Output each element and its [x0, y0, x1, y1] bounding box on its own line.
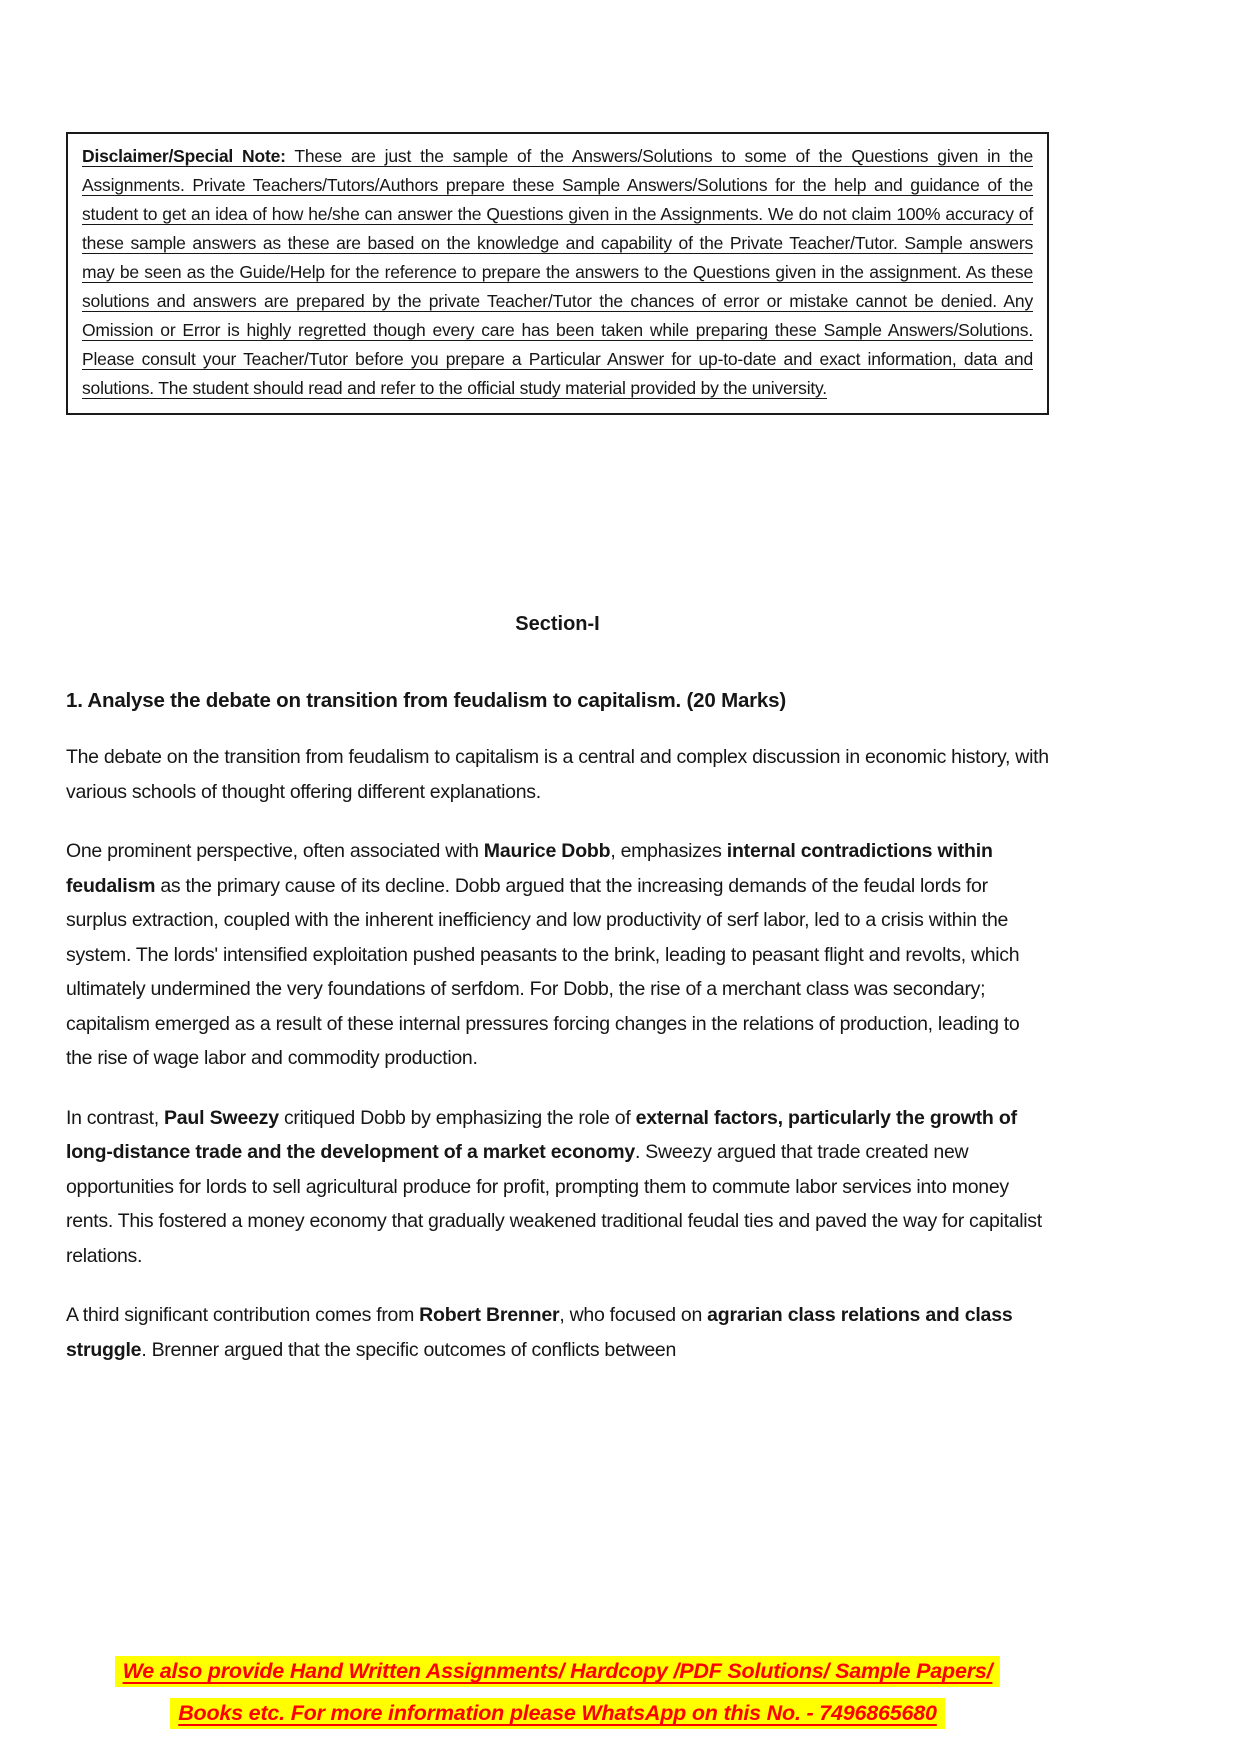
text-run: In contrast,: [66, 1106, 164, 1129]
footer-note: [66, 1650, 1049, 1734]
section-heading: Section-I: [515, 613, 600, 635]
bold-term-agrarian-class: agrarian class relations and class struggle: [66, 1304, 1013, 1361]
disclaimer-box: [66, 132, 1049, 415]
text-run: , emphasizes: [610, 840, 727, 862]
text-run: The debate on the transition from feudalism to capitalism is a central and complex discussion in economic history, with various schools of thought offering different explanations.: [66, 746, 1049, 803]
text-run: One prominent perspective, often associated with: [66, 840, 484, 862]
bold-term-paul-sweezy: Paul Sweezy: [163, 1106, 279, 1129]
footer-highlight-text: We also provide Hand Written Assignments/ Hardcopy /PDF Solutions/ Sample Papers/: [115, 1656, 1001, 1687]
answer-paragraph-brenner: [66, 1298, 1049, 1367]
question-heading: 1. Analyse the debate on transition from feudalism to capitalism. (20 Marks): [66, 689, 786, 712]
disclaimer-label: Disclaimer/Special Note:: [82, 146, 286, 166]
text-run: . Sweezy argued that trade created new opportunities for lords to sell agricultural produce for profit, prompting them to commute labor services into money rents. This fostered a money economy that gradually weakened traditional feudal ties and paved the way for capitalist relations.: [66, 1141, 1042, 1267]
answer-paragraph-sweezy: [66, 1101, 1049, 1274]
text-run: A third significant contribution comes from: [66, 1304, 420, 1326]
text-run: as the primary cause of its decline. Dobb argued that the increasing demands of the feudal lords for surplus extraction, coupled with the inherent inefficiency and low productivity of serf labor, led to a crisis within the system. The lords' intensified exploitation pushed peasants to the brink, leading to peasant flight and revolts, which ultimately undermined the very foundations of serfdom. For Dobb, the rise of a merchant class was secondary; capitalism emerged as a result of these internal pressures forcing changes in the relations of production, leading to the rise of wage labor and commodity production.: [66, 874, 1020, 1069]
text-run: , who focused on: [559, 1304, 708, 1326]
text-run: . Brenner argued that the specific outcomes of conflicts between: [141, 1338, 677, 1361]
bold-term-internal-contradictions: internal contradictions within feudalism: [66, 840, 993, 897]
bold-term-maurice-dobb: Maurice Dobb: [483, 840, 611, 862]
footer-line-1: [66, 1650, 1049, 1692]
answer-paragraph-intro: [66, 740, 1049, 809]
document-content: [66, 132, 1049, 1367]
text-run: critiqued Dobb by emphasizing the role of: [278, 1106, 636, 1129]
bold-term-external-factors: external factors, particularly the growth of long-distance trade and the development of a market economy: [66, 1106, 1017, 1163]
disclaimer-text: These are just the sample of the Answers/Solutions to some of the Questions given in the Assignments. Private Teachers/Tutors/Authors prepare these Sample Answers/Solutions for the help and guidance of the student to get an idea of how he/she can answer the Questions given in the Assignments. We do not claim 100% accuracy of these sample answers as these are based on the knowledge and capability of the Private Teacher/Tutor. Sample answers may be seen as the Guide/Help for the reference to prepare the answers to the Questions given in the assignment. As these solutions and answers are prepared by the private Teacher/Tutor the chances of error or mistake cannot be denied. Any Omission or Error is highly regretted though every care has been taken while preparing these Sample Answers/Solutions. Please consult your Teacher/Tutor before you prepare a Particular Answer for up-to-date and exact information, data and solutions. The student should read and refer to the official study material provided by the university.: [82, 146, 1033, 398]
answer-paragraph-dobb: [66, 834, 1049, 1076]
footer-line-2: [66, 1692, 1049, 1734]
bold-term-robert-brenner: Robert Brenner: [419, 1304, 560, 1326]
footer-highlight-text: Books etc. For more information please WhatsApp on this No. - 7496865680: [170, 1698, 945, 1729]
